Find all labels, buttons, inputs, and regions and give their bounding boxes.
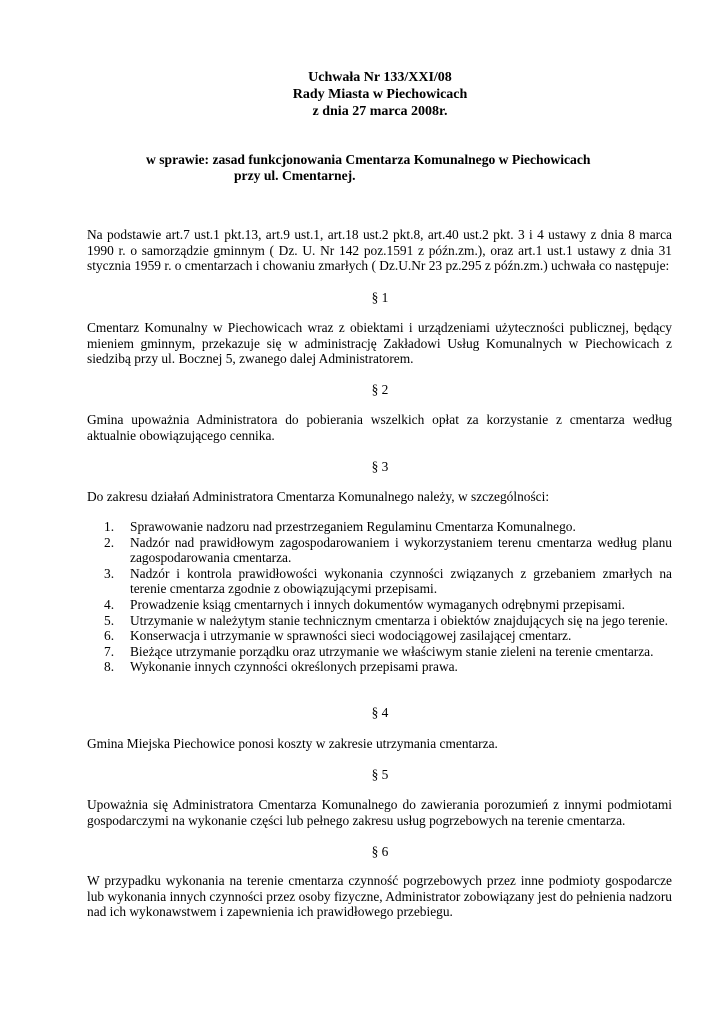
section-2-label: § 2 — [371, 382, 389, 397]
list-item-number: 2. — [104, 534, 115, 550]
section-1-label: § 1 — [371, 290, 389, 305]
list-item-number: 7. — [104, 643, 115, 659]
list-item — [104, 597, 672, 613]
list-item-number: 1. — [104, 519, 115, 534]
section-2-text: Gmina upoważnia Administratora do pobierania wszelkich opłat za korzystanie z cmentarza według aktualnie obowiązującego cennika. — [87, 412, 672, 443]
list-item-text: Konserwacja i utrzymanie w sprawności sieci wodociągowej zasilającej cmentarz. — [130, 628, 572, 644]
list-item — [104, 659, 672, 675]
list-item-text: Wykonanie innych czynności określonych przepisami prawa. — [130, 659, 458, 675]
list-item — [104, 644, 672, 660]
list-item-number: 8. — [104, 659, 115, 675]
section-6-text: W przypadku wykonania na terenie cmentarza czynność pogrzebowych przez inne podmioty gospodarcze lub wykonania innych czynności przez osoby fizyczne, Administrator zobowiązany jest do pełnienia nadzoru nad ich wykonawstwem i zapewnienia ich prawidłowego przebiegu. — [87, 873, 672, 920]
list-item-text: Sprawowanie nadzoru nad przestrzeganiem Regulaminu Cmentarza Komunalnego. — [130, 519, 576, 534]
list-item-text: Utrzymanie w należytym stanie technicznym cmentarza i obiektów znajdujących się na jego terenie. — [130, 612, 669, 628]
preamble-paragraph: Na podstawie art.7 ust.1 pkt.13, art.9 ust.1, art.18 ust.2 pkt.8, art.40 ust.2 pkt. 3 i 4 ustawy z dnia 8 marca 1990 r. o samorządzie gminnym ( Dz. U. Nr 142 poz.1591 z późn.zm.), oraz art.1 ust.1 ustawy z dnia 31 stycznia 1959 r. o cmentarzach i chowaniu zmarłych ( Dz.U.Nr 23 pz.295 z późn.zm.) uchwała co następuje: — [87, 227, 672, 274]
list-item — [104, 566, 672, 597]
list-item-text: Bieżące utrzymanie porządku oraz utrzymanie we właściwym stanie zieleni na terenie cmentarza. — [130, 643, 654, 659]
resolution-number: Uchwała Nr 133/XXI/08 — [308, 70, 452, 85]
section-4-text: Gmina Miejska Piechowice ponosi koszty w zakresie utrzymania cmentarza. — [87, 736, 498, 751]
list-item-text: Nadzór nad prawidłowym zagospodarowaniem i wykorzystaniem terenu cmentarza według planu zagospodarowania cmentarza. — [130, 534, 672, 566]
list-item — [104, 628, 672, 644]
section-6-label: § 6 — [371, 844, 389, 859]
list-item-number: 3. — [104, 565, 115, 581]
list-item — [104, 535, 672, 566]
subject-line-1: w sprawie: zasad funkcjonowania Cmentarza Komunalnego w Piechowicach — [146, 152, 591, 167]
section-5-text: Upoważnia się Administratora Cmentarza Komunalnego do zawierania porozumień z innymi podmiotami gospodarczymi na wykonanie części lub pełnego zakresu usług pogrzebowych na terenie cmentarza. — [87, 797, 672, 828]
resolution-header — [0, 69, 724, 120]
list-item-text: Nadzór i kontrola prawidłowości wykonania czynności związanych z grzebaniem zmarłych na terenie cmentarza zgodnie z obowiązującymi przepisami. — [130, 565, 672, 597]
resolution-date: z dnia 27 marca 2008r. — [312, 104, 448, 119]
section-4-label: § 4 — [371, 705, 389, 720]
section-5-label: § 5 — [371, 767, 389, 782]
list-item — [104, 613, 672, 629]
section-3-label: § 3 — [371, 459, 389, 474]
subject-line-2: przy ul. Cmentarnej. — [234, 168, 356, 183]
duties-list — [104, 519, 672, 675]
resolution-subject — [146, 152, 666, 184]
section-1-text: Cmentarz Komunalny w Piechowicach wraz z obiektami i urządzeniami użyteczności publicznej, będący mieniem gminnym, przekazuje się w administrację Zakładowi Usług Komunalnych w Piechowicach z siedzibą przy ul. Bocznej 5, zwanego dalej Administratorem. — [87, 320, 672, 367]
list-item-number: 6. — [104, 628, 115, 644]
list-item-number: 4. — [104, 596, 115, 612]
list-item-text: Prowadzenie ksiąg cmentarnych i innych dokumentów wymaganych odrębnymi przepisami. — [130, 596, 625, 612]
list-item-number: 5. — [104, 612, 115, 628]
section-3-text: Do zakresu działań Administratora Cmentarza Komunalnego należy, w szczególności: — [87, 489, 550, 504]
issuing-body: Rady Miasta w Piechowicach — [292, 87, 468, 102]
list-item — [104, 519, 672, 535]
